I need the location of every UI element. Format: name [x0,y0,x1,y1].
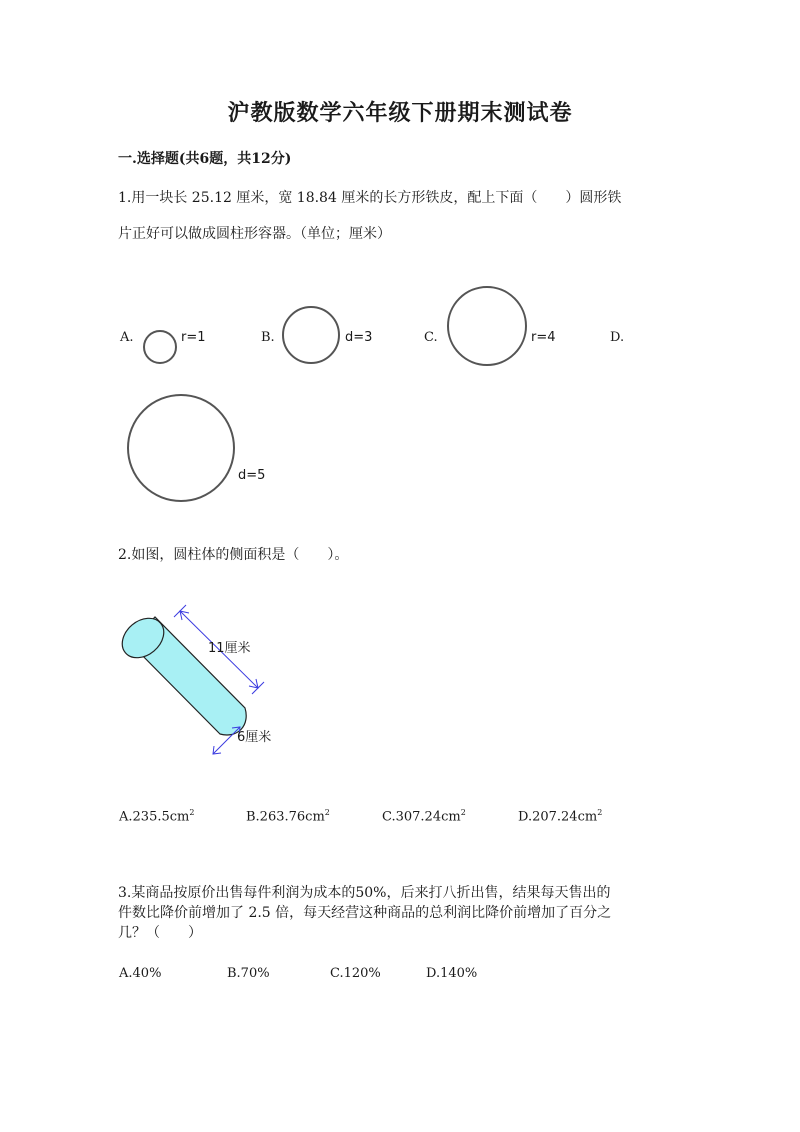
q2-option-c: $C.307.24cm^2$ [382,808,466,825]
q2-option-b: $B.263.76cm^2$ [246,808,330,825]
section-heading: 一.选择题(共6题，共12分) [118,151,292,167]
q1-option-b-circle [282,306,340,364]
q1-option-b-label: d=3 [345,330,373,345]
q2-option-d: $D.207.24cm^2$ [518,808,603,825]
page-title: 沪教版数学六年级下册期末测试卷 [227,100,573,126]
q3-option-c: C.120% [330,966,381,981]
q1-option-d-circle [127,394,235,502]
cylinder-length-label: 11厘米 [208,641,251,656]
cylinder-diameter-label: 6厘米 [237,730,272,745]
cylinder-figure [110,598,310,768]
q1-option-c-letter: C. [424,330,438,345]
q1-stem-line2: 片正好可以做成圆柱形容器。（单位；厘米） [118,226,391,242]
q1-option-d-label: d=5 [238,468,266,483]
q3-option-d: D.140% [426,966,478,981]
q1-option-a-circle [143,330,177,364]
q1-option-a-letter: A. [120,330,134,345]
q1-option-a-label: r=1 [181,330,206,345]
q2-option-a: $A.235.5cm^2$ [119,808,195,825]
q1-option-d-letter: D. [610,330,625,345]
q3-option-b: B.70% [227,966,270,981]
q1-stem-line1: 1.用一块长 25.12 厘米，宽 18.84 厘米的长方形铁皮，配上下面（ ）圆形铁 [118,190,622,206]
q1-option-b-letter: B. [261,330,275,345]
q3-option-a: A.40% [119,966,162,981]
q1-option-c-label: r=4 [531,330,556,345]
q1-option-c-circle [447,286,527,366]
q2-stem: 2.如图，圆柱体的侧面积是（ ）。 [118,547,349,563]
q3-stem: 3.某商品按原价出售每件利润为成本的50%，后来打八折出售，结果每天售出的件数比降价前增加了 2.5 倍，每天经营这种商品的总利润比降价前增加了百分之几？（ ） [118,885,612,941]
